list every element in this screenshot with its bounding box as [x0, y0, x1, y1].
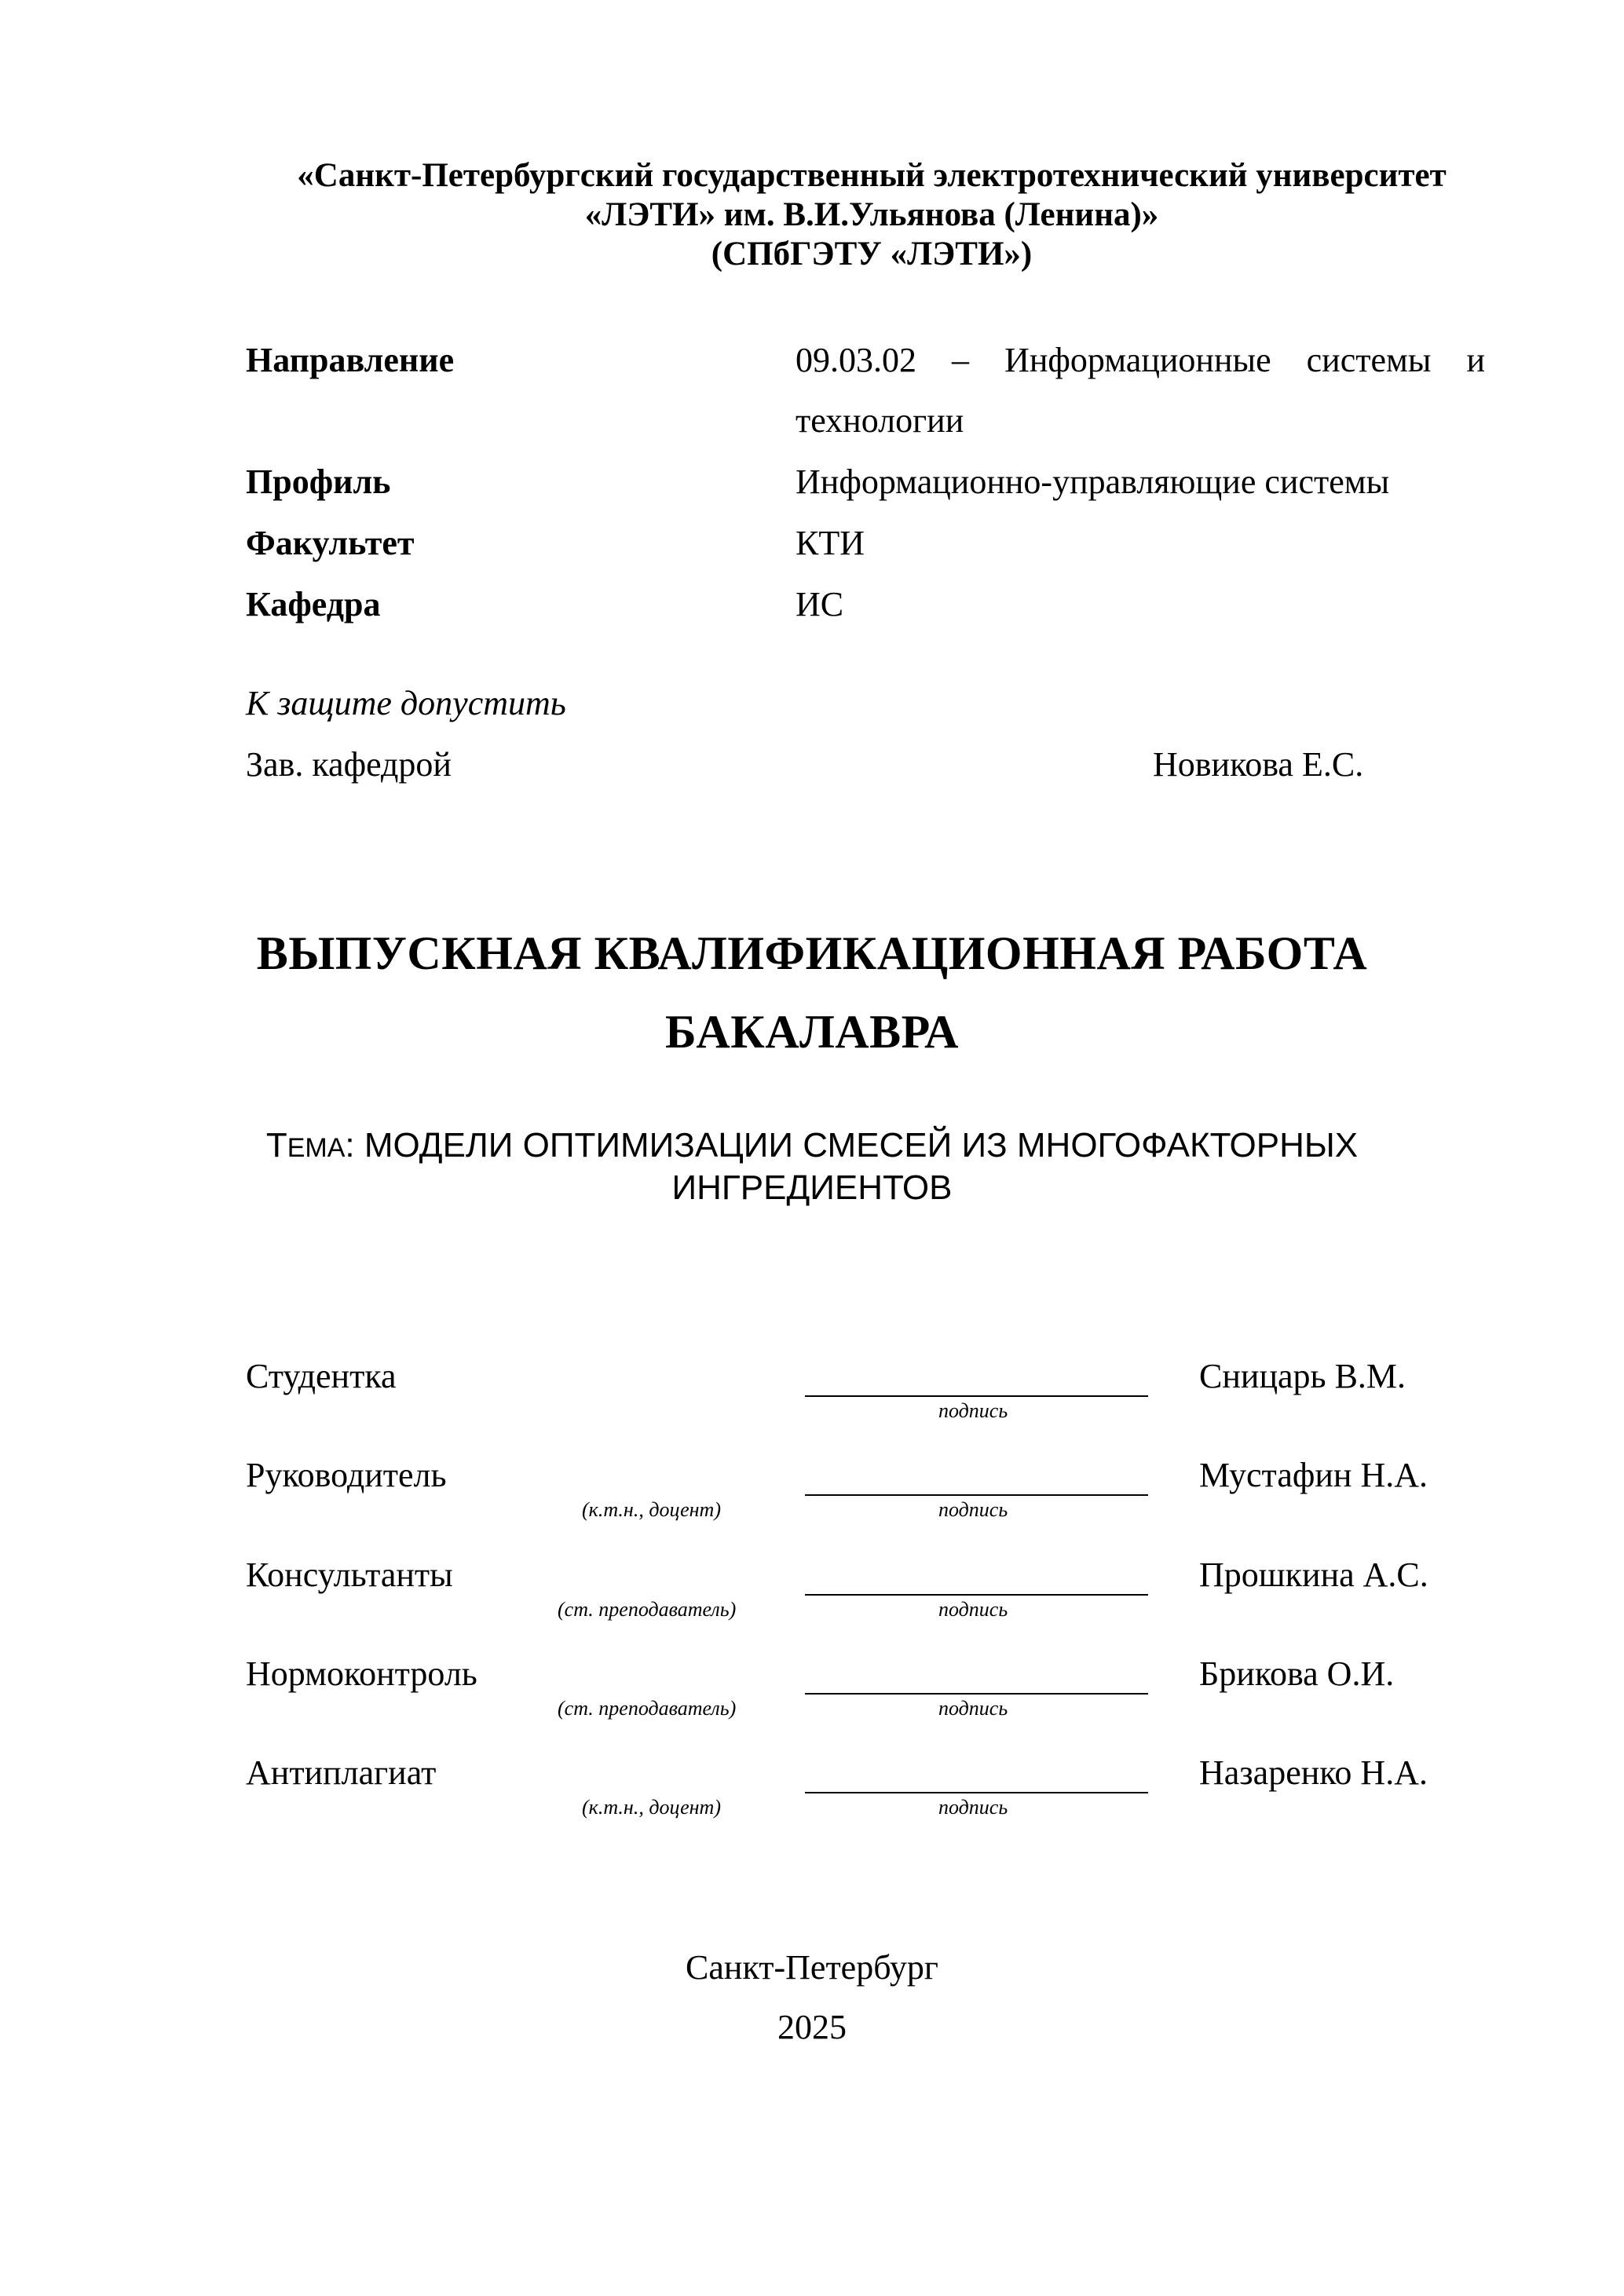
- signature-hint: подпись: [938, 1697, 1008, 1720]
- direction-value: 09.03.02 – Информационные системы и: [796, 341, 1485, 379]
- signature-hint: подпись: [938, 1498, 1008, 1521]
- signature-role: Антиплагиат: [246, 1753, 437, 1792]
- approval-name: Новикова Е.С.: [1153, 745, 1364, 784]
- signature-line: [805, 1494, 1148, 1496]
- signature-role: Нормоконтроль: [246, 1654, 477, 1693]
- topic-prefix-rest: ЕМА: [287, 1133, 346, 1163]
- work-title-line1: ВЫПУСКНАЯ КВАЛИФИКАЦИОННАЯ РАБОТА: [256, 927, 1368, 979]
- signature-hint: подпись: [938, 1598, 1008, 1621]
- signature-hint: подпись: [938, 1796, 1008, 1819]
- signature-line: [805, 1693, 1148, 1695]
- city: Санкт-Петербург: [686, 1948, 938, 1987]
- topic-text: : МОДЕЛИ ОПТИМИЗАЦИИ СМЕСЕЙ ИЗ МНОГОФАКТОРНЫХ: [345, 1126, 1359, 1164]
- work-title-line2: БАКАЛАВРА: [665, 1006, 959, 1058]
- signature-role: Студентка: [246, 1357, 397, 1395]
- signature-line: [805, 1395, 1148, 1397]
- faculty-value: КТИ: [796, 524, 865, 562]
- department-value: ИС: [796, 585, 844, 623]
- signature-hint: подпись: [938, 1399, 1008, 1422]
- profile-value: Информационно-управляющие системы: [796, 462, 1390, 501]
- year: 2025: [777, 2008, 847, 2046]
- profile-label: Профиль: [246, 462, 391, 501]
- faculty-label: Факультет: [246, 524, 415, 562]
- topic-line2: ИНГРЕДИЕНТОВ: [671, 1168, 953, 1207]
- department-label: Кафедра: [246, 585, 381, 623]
- approval-label: К защите допустить: [246, 684, 566, 722]
- signature-role: Консультанты: [246, 1556, 453, 1594]
- approval-position: Зав. кафедрой: [246, 745, 452, 784]
- signature-rank: (к.т.н., доцент): [582, 1498, 721, 1521]
- signature-name: Назаренко Н.А.: [1199, 1753, 1428, 1792]
- signature-line: [805, 1792, 1148, 1793]
- topic-prefix-first: Т: [265, 1126, 287, 1164]
- signature-rank: (ст. преподаватель): [558, 1598, 737, 1621]
- signature-rank: (ст. преподаватель): [558, 1697, 737, 1720]
- signature-name: Сницарь В.М.: [1199, 1357, 1406, 1395]
- university-name-line2: «ЛЭТИ» им. В.И.Ульянова (Ленина)»: [584, 196, 1159, 233]
- signature-name: Мустафин Н.А.: [1199, 1456, 1428, 1494]
- signature-rank: (к.т.н., доцент): [582, 1796, 721, 1819]
- direction-value-continued: технологии: [796, 401, 964, 440]
- topic-line1: [0, 1124, 1624, 1169]
- signature-line: [805, 1594, 1148, 1596]
- university-name-line1: «Санкт-Петербургский государственный электротехнический университет: [297, 157, 1447, 194]
- signature-name: Прошкина А.С.: [1199, 1556, 1428, 1594]
- signature-name: Брикова О.И.: [1199, 1654, 1395, 1693]
- signature-role: Руководитель: [246, 1456, 447, 1494]
- direction-label: Направление: [246, 341, 455, 379]
- university-abbrev: (СПбГЭТУ «ЛЭТИ»): [711, 236, 1033, 272]
